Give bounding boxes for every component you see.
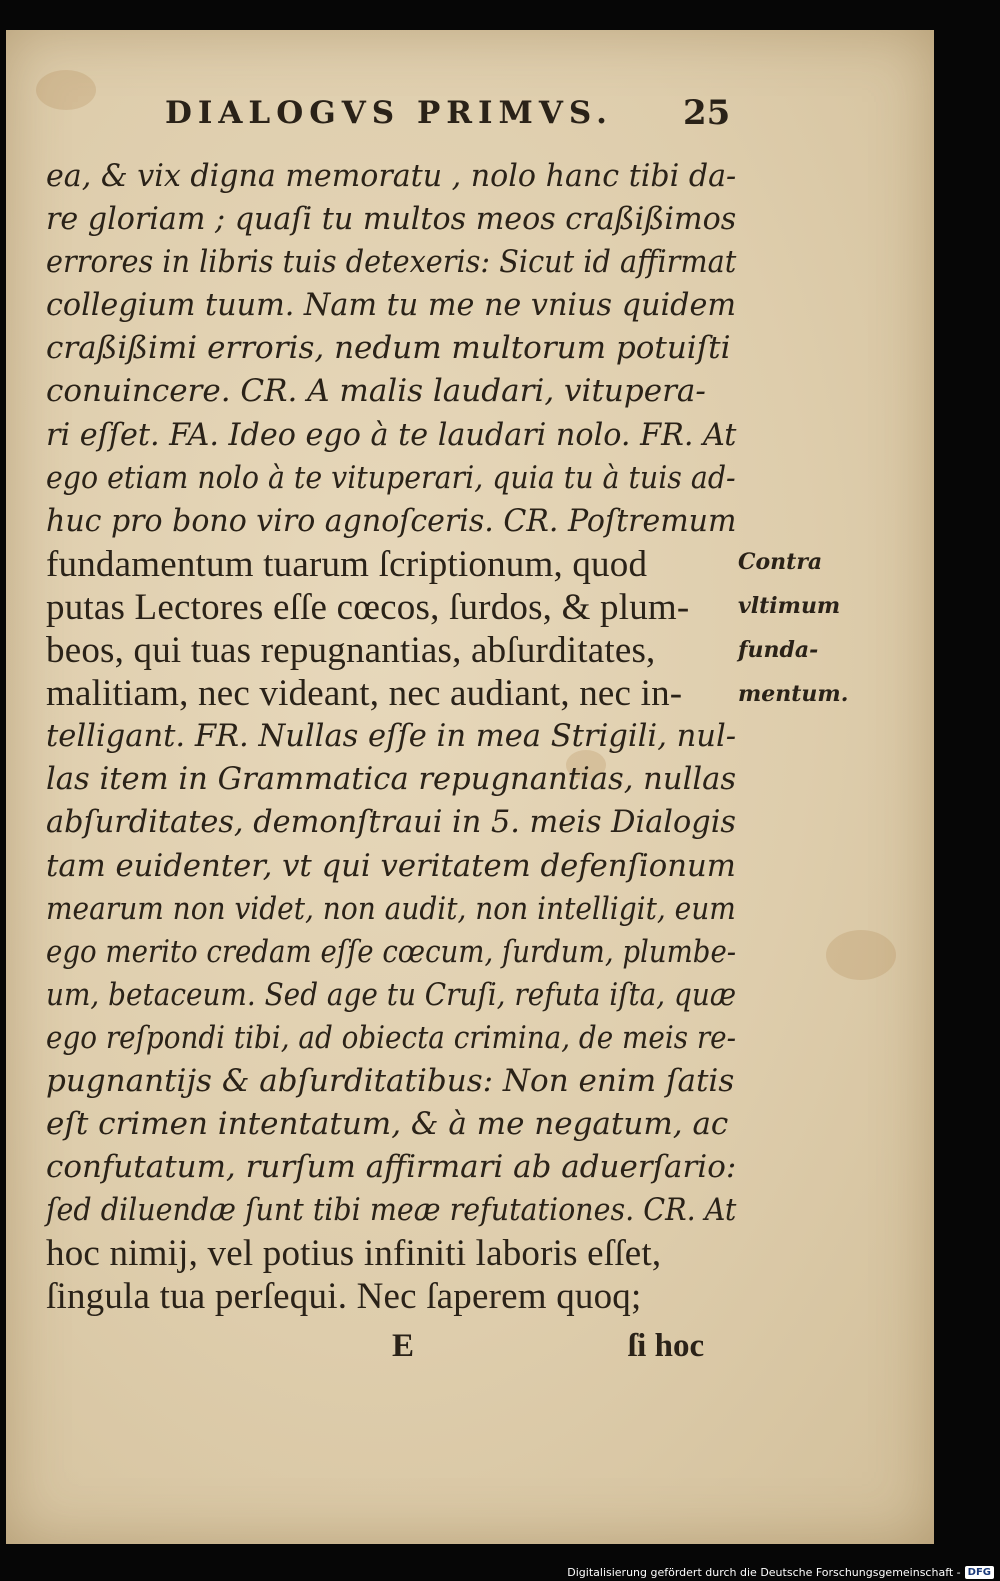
text-line: eſt crimen intentatum, & à me negatum, ac [46, 1106, 729, 1143]
text-line: telligant. FR. Nullas eſſe in mea Strigili, nul- [46, 718, 737, 755]
marginal-note-line: mentum. [738, 681, 849, 707]
text-line: mearum non videt, non audit, non intelligit, eum [46, 890, 736, 927]
page-number: 25 [683, 93, 731, 133]
text-line: huc pro bono viro agnoſceris. CR. Poſtremum [46, 502, 737, 539]
text-line: putas Lectores eſſe cœcos, ſurdos, & plum- [46, 586, 690, 628]
text-line: tam euidenter, vt qui veritatem defenſionum [46, 847, 736, 884]
body-text [46, 155, 736, 1319]
text-line: ego merito credam eſſe cœcum, ſurdum, plumbe- [46, 933, 737, 970]
marginal-note-line: Contra [738, 549, 823, 575]
marginal-note [738, 540, 878, 716]
foxing-stain [36, 70, 96, 110]
text-line: um, betaceum. Sed age tu Cruſi, refuta iſta, quæ [46, 976, 737, 1013]
text-line: pugnantijs & abſurditatibus: Non enim ſatis [46, 1062, 735, 1099]
text-line: craßißimi erroris, nedum multorum potuiſti [46, 330, 731, 367]
marginal-note-line: vltimum [738, 593, 841, 619]
text-line: ego etiam nolo à te vituperari, quia tu à tuis ad- [46, 459, 736, 496]
text-line: ſingula tua perſequi. Nec ſaperem quoq; [46, 1276, 642, 1318]
text-line: malitiam, nec videant, nec audiant, nec in- [46, 673, 683, 715]
running-head: DIALOGVS PRIMVS. [165, 95, 613, 131]
text-line: fundamentum tuarum ſcriptionum, quod [46, 543, 648, 585]
text-line: beos, qui tuas repugnantias, abſurditates, [46, 630, 656, 672]
foxing-stain [826, 930, 896, 980]
text-line: re gloriam ; quaſi tu multos meos craßißimos [46, 201, 737, 238]
text-line: ea, & vix digna memoratu , nolo hanc tibi da- [46, 158, 737, 194]
digitization-footer [567, 1566, 994, 1579]
signature-mark: E [392, 1328, 415, 1364]
text-line: collegium tuum. Nam tu me ne vnius quidem [46, 287, 736, 324]
dfg-logo: DFG [965, 1566, 994, 1579]
text-line: ri eſſet. FA. Ideo ego à te laudari nolo. FR. At [46, 416, 737, 453]
text-line: ego reſpondi tibi, ad obiecta crimina, de meis re- [46, 1019, 737, 1056]
text-line: confutatum, rurſum affirmari ab aduerſario: [46, 1149, 737, 1186]
text-line: errores in libris tuis detexeris: Sicut id affirmat [46, 244, 737, 281]
text-line: las item in Grammatica repugnantias, nullas [46, 761, 737, 798]
marginal-note-line: funda- [738, 637, 819, 663]
text-line: ſed diluendæ ſunt tibi meæ refutationes. CR. At [46, 1192, 737, 1229]
catchword: ſi hoc [628, 1328, 705, 1364]
text-line: conuincere. CR. A malis laudari, vitupera- [46, 373, 706, 410]
text-line: hoc nimij, vel potius infiniti laboris eſſet, [46, 1233, 662, 1275]
text-line: abſurditates, demonſtraui in 5. meis Dialogis [46, 804, 736, 841]
footer-credit: Digitalisierung gefördert durch die Deutsche Forschungsgemeinschaft - [567, 1566, 961, 1579]
